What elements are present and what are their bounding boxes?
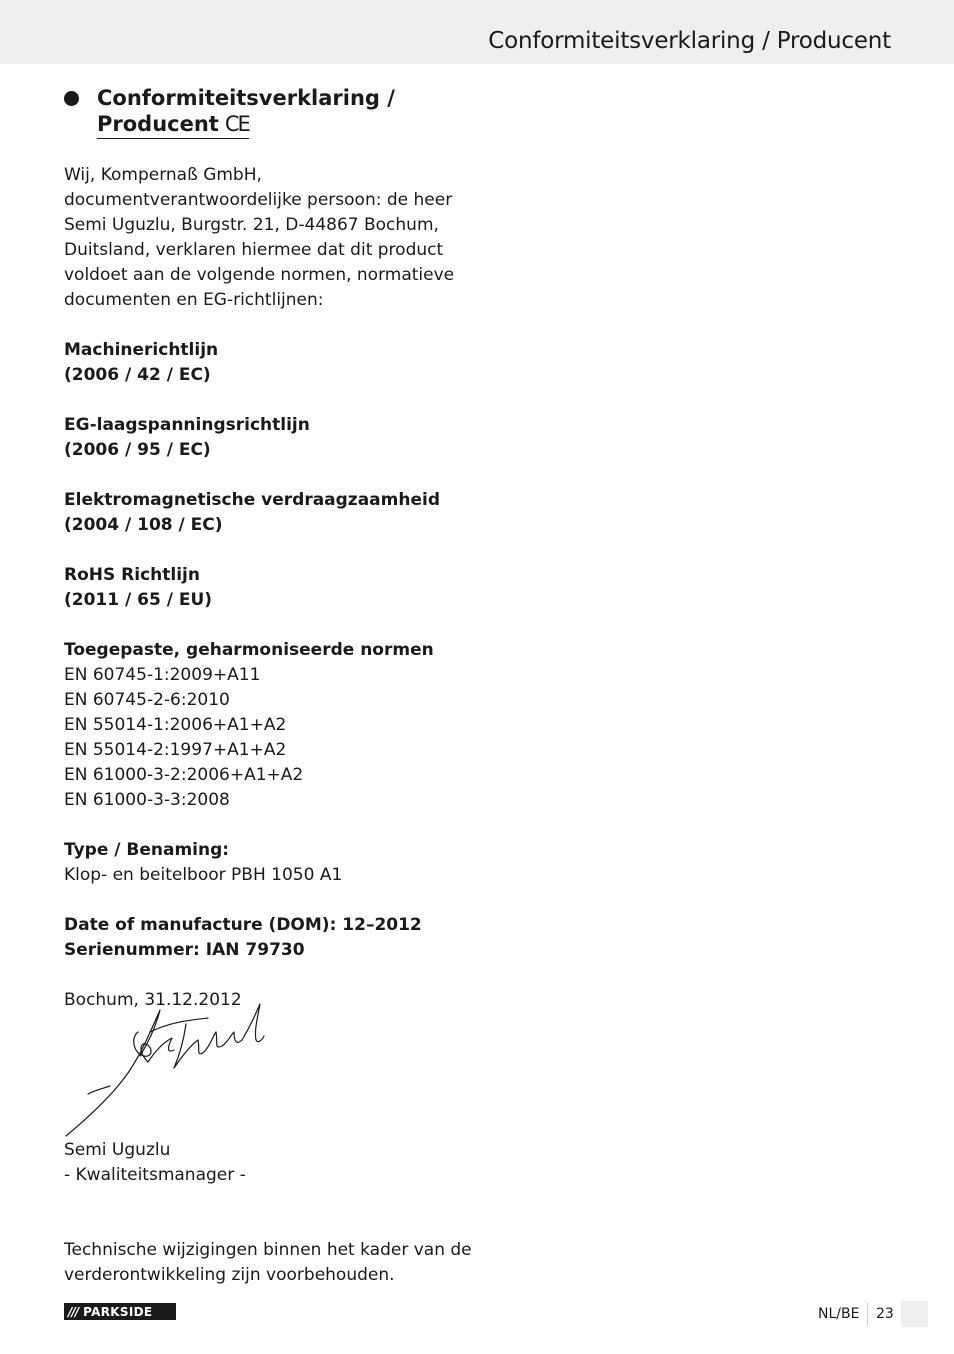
signer-role: - Kwaliteitsmanager - — [64, 1165, 246, 1185]
declaration-body — [64, 163, 484, 1013]
logo-text: PARKSIDE — [83, 1304, 153, 1319]
directive-code: (2006 / 95 / EC) — [64, 440, 211, 460]
footer-divider — [867, 1303, 868, 1325]
directive-name: EG-laagspanningsrichtlijn — [64, 415, 310, 435]
standard-item: EN 55014-2:1997+A1+A2 — [64, 740, 287, 760]
standard-item: EN 55014-1:2006+A1+A2 — [64, 715, 287, 735]
signature-icon — [60, 998, 270, 1140]
heading-producent: Producent — [97, 112, 219, 136]
directive-code: (2006 / 42 / EC) — [64, 365, 211, 385]
heading-line2 — [97, 111, 249, 139]
standards-title: Toegepaste, geharmoniseerde normen — [64, 640, 434, 660]
heading-text — [97, 85, 395, 139]
parkside-logo — [64, 1303, 176, 1320]
signer-name: Semi Uguzlu — [64, 1140, 171, 1160]
ce-mark: CE — [224, 112, 249, 136]
standard-item: EN 61000-3-3:2008 — [64, 790, 230, 810]
directive-name: RoHS Richtlijn — [64, 565, 200, 585]
page-tab — [901, 1301, 928, 1327]
page-number: 23 — [876, 1306, 894, 1322]
type-label: Type / Benaming: — [64, 840, 230, 860]
manufacture-date: Date of manufacture (DOM): 12–2012 — [64, 915, 422, 935]
serial-number: Serienummer: IAN 79730 — [64, 940, 305, 960]
directive-name: Elektromagnetische verdraagzaamheid — [64, 490, 440, 510]
standard-item: EN 61000-3-2:2006+A1+A2 — [64, 765, 304, 785]
header-bar — [0, 0, 954, 64]
language-code: NL/BE — [818, 1306, 860, 1322]
signer-block — [64, 1138, 246, 1188]
directive-name: Machinerichtlijn — [64, 340, 219, 360]
heading-line1: Conformiteitsverklaring / — [97, 86, 395, 110]
place-date: Bochum, 31.12.2012 — [64, 990, 242, 1010]
bullet-icon — [64, 91, 79, 106]
page-title: Conformiteitsverklaring / Producent — [488, 28, 891, 54]
type-value: Klop- en beitelboor PBH 1050 A1 — [64, 865, 343, 885]
logo-stripes: /// — [68, 1304, 79, 1319]
directive-code: (2004 / 108 / EC) — [64, 515, 223, 535]
technical-note: Technische wijzigingen binnen het kader van de verderontwikkeling zijn voorbehouden. — [64, 1240, 472, 1285]
section-heading — [64, 85, 395, 139]
intro-paragraph: Wij, Kompernaß GmbH, documentverantwoordelijke persoon: de heer Semi Uguzlu, Burgstr. 21, D-44867 Bochum, Duitsland, verklaren hiermee dat dit product voldoet aan de volgende normen, normatieve documenten en EG-richtlijnen: — [64, 165, 455, 310]
standard-item: EN 60745-2-6:2010 — [64, 690, 230, 710]
directive-code: (2011 / 65 / EU) — [64, 590, 213, 610]
standard-item: EN 60745-1:2009+A11 — [64, 665, 261, 685]
